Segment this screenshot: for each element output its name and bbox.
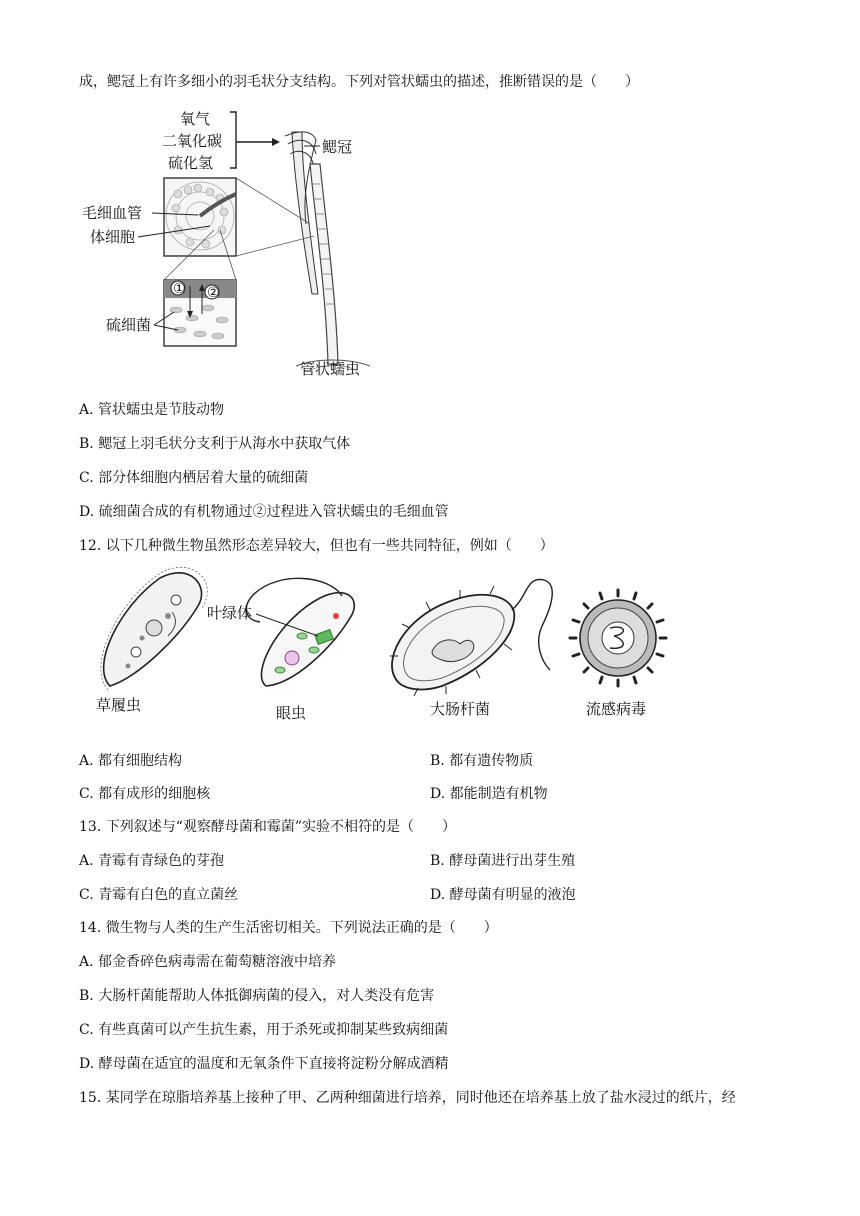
q13-stem: 13. 下列叙述与“观察酵母菌和霉菌”实验不相符的是（ ）	[79, 819, 457, 835]
label-chloroplast: 叶绿体	[207, 604, 253, 622]
label-body-cell: 体细胞	[90, 228, 136, 246]
q13-option-d: D. 酵母菌有明显的液泡	[430, 887, 576, 903]
q11-option-c: C. 部分体细胞内栖居着大量的硫细菌	[79, 470, 309, 486]
label-euglena: 眼虫	[276, 704, 307, 722]
q12-option-b: B. 都有遗传物质	[430, 753, 534, 769]
q11-option-b: B. 鳃冠上羽毛状分支利于从海水中获取气体	[79, 436, 351, 452]
gill-plume-shape	[285, 132, 318, 294]
q12-stem: 12. 以下几种微生物虽然形态差异较大，但也有一些共同特征，例如（ ）	[79, 538, 554, 554]
euglena-drawing	[246, 578, 354, 686]
label-oxygen: 氧气	[180, 110, 211, 128]
q14-option-b: B. 大肠杆菌能帮助人体抵御病菌的侵入，对人类没有危害	[79, 988, 435, 1004]
q11-option-a: A. 管状蠕虫是节肢动物	[79, 402, 225, 418]
q12-option-a: A. 都有细胞结构	[79, 753, 183, 769]
label-h2s: 硫化氢	[168, 154, 214, 172]
q11-stem-tail: 成，鳃冠上有许多细小的羽毛状分支结构。下列对管状蠕虫的描述，推断错误的是（ ）	[79, 74, 639, 90]
q14-option-d: D. 酵母菌在适宜的温度和无氧条件下直接将淀粉分解成酒精	[79, 1056, 449, 1072]
q14-option-a: A. 郁金香碎色病毒需在葡萄糖溶液中培养	[79, 954, 337, 970]
q11-option-d: D. 硫细菌合成的有机物通过②过程进入管状蠕虫的毛细血管	[79, 504, 449, 520]
label-process-2: ②	[207, 285, 220, 301]
q14-option-c: C. 有些真菌可以产生抗生素，用于杀死或抑制某些致病细菌	[79, 1022, 449, 1038]
q14-stem: 14. 微生物与人类的生产生活密切相关。下列说法正确的是（ ）	[79, 920, 498, 936]
label-process-1: ①	[173, 281, 186, 297]
label-gill: 鳃冠	[322, 138, 353, 156]
flu-virus-drawing	[570, 590, 666, 686]
label-ecoli: 大肠杆菌	[430, 700, 491, 718]
label-bacteria: 硫细菌	[106, 316, 152, 334]
label-flu-virus: 流感病毒	[586, 700, 647, 718]
q15-stem: 15. 某同学在琼脂培养基上接种了甲、乙两种细菌进行培养，同时他还在培养基上放了盐水浸过的纸片，经	[79, 1090, 736, 1106]
tube-worm-figure	[80, 104, 380, 382]
q13-option-c: C. 青霉有白色的直立菌丝	[79, 887, 239, 903]
microorganisms-figure	[80, 566, 680, 724]
label-paramecium: 草履虫	[96, 696, 142, 714]
ecoli-drawing	[390, 579, 552, 696]
q12-option-c: C. 都有成形的细胞核	[79, 786, 211, 802]
q12-option-d: D. 都能制造有机物	[430, 786, 548, 802]
q13-option-b: B. 酵母菌进行出芽生殖	[430, 853, 576, 869]
q13-option-a: A. 青霉有青绿色的芽孢	[79, 853, 225, 869]
label-worm: 管状蠕虫	[300, 360, 361, 378]
label-capillary: 毛细血管	[82, 204, 143, 222]
label-co2: 二氧化碳	[162, 132, 223, 150]
paramecium-drawing	[101, 567, 207, 690]
